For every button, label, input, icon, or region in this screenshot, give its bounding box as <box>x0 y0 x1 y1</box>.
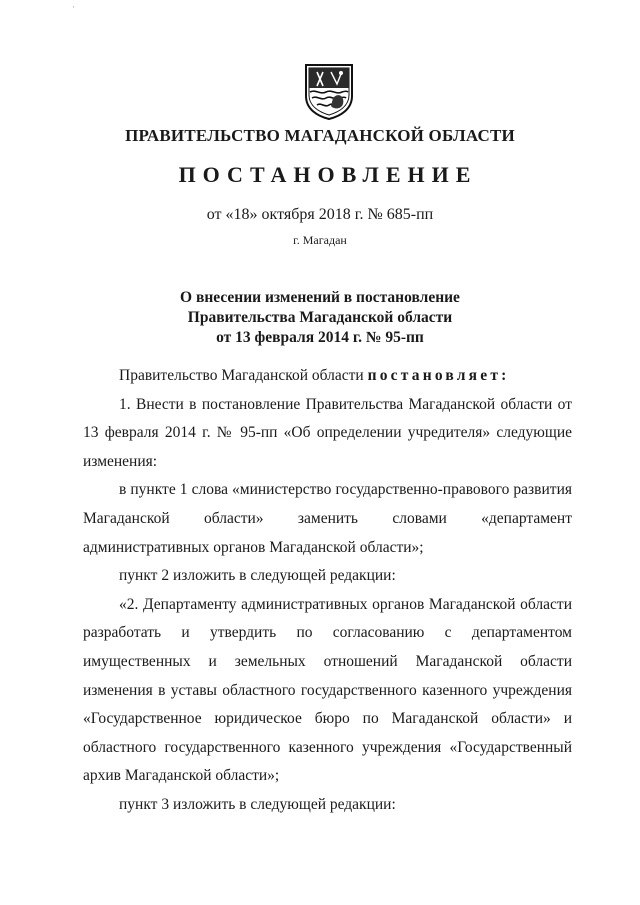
document-city: г. Магадан <box>293 233 347 247</box>
subject-line-3: от 13 февраля 2014 г. № 95-пп <box>216 329 424 346</box>
preamble-text: Правительство Магаданской области <box>119 367 368 384</box>
coat-of-arms-icon <box>303 62 355 120</box>
item-1-paragraph: 1. Внести в постановление Правительства Магаданской области от 13 февраля 2014 г. № 95-пп «Об определении учредителя» следующие изменения: <box>83 395 572 470</box>
scan-speck: · <box>72 2 75 12</box>
document-subject <box>0 288 640 348</box>
preamble-verb: постановляет: <box>367 367 510 384</box>
subject-line-1: О внесении изменений в постановление <box>180 289 460 306</box>
government-name: ПРАВИТЕЛЬСТВО МАГАДАНСКОЙ ОБЛАСТИ <box>125 126 515 145</box>
document-body <box>83 362 572 820</box>
item-1-b-paragraph: пункт 2 изложить в следующей редакции: <box>119 567 396 585</box>
subject-line-2: Правительства Магаданской области <box>187 309 453 326</box>
document-type: ПОСТАНОВЛЕНИЕ <box>178 162 478 187</box>
item-1-b-text-paragraph: «2. Департаменту административных органов Магаданской области разработать и утвердить по согласованию с департаментом имущественных и земельных отношений Магаданской области изменения в уставы областного государственного казенного учреждения «Государственное юридическое бюро по Магаданской области» и областного государственного казенного учреждения «Государственный архив Магаданской области»; <box>83 595 572 785</box>
item-1-a-paragraph: в пункте 1 слова «министерство государственно-правового развития Магаданской области» заменить словами «департамент административных органов Магаданской области»; <box>83 481 572 556</box>
preamble-paragraph <box>83 362 572 391</box>
document-date-number: от «18» октября 2018 г. № 685-пп <box>206 206 434 223</box>
item-1-c-paragraph: пункт 3 изложить в следующей редакции: <box>119 795 396 813</box>
